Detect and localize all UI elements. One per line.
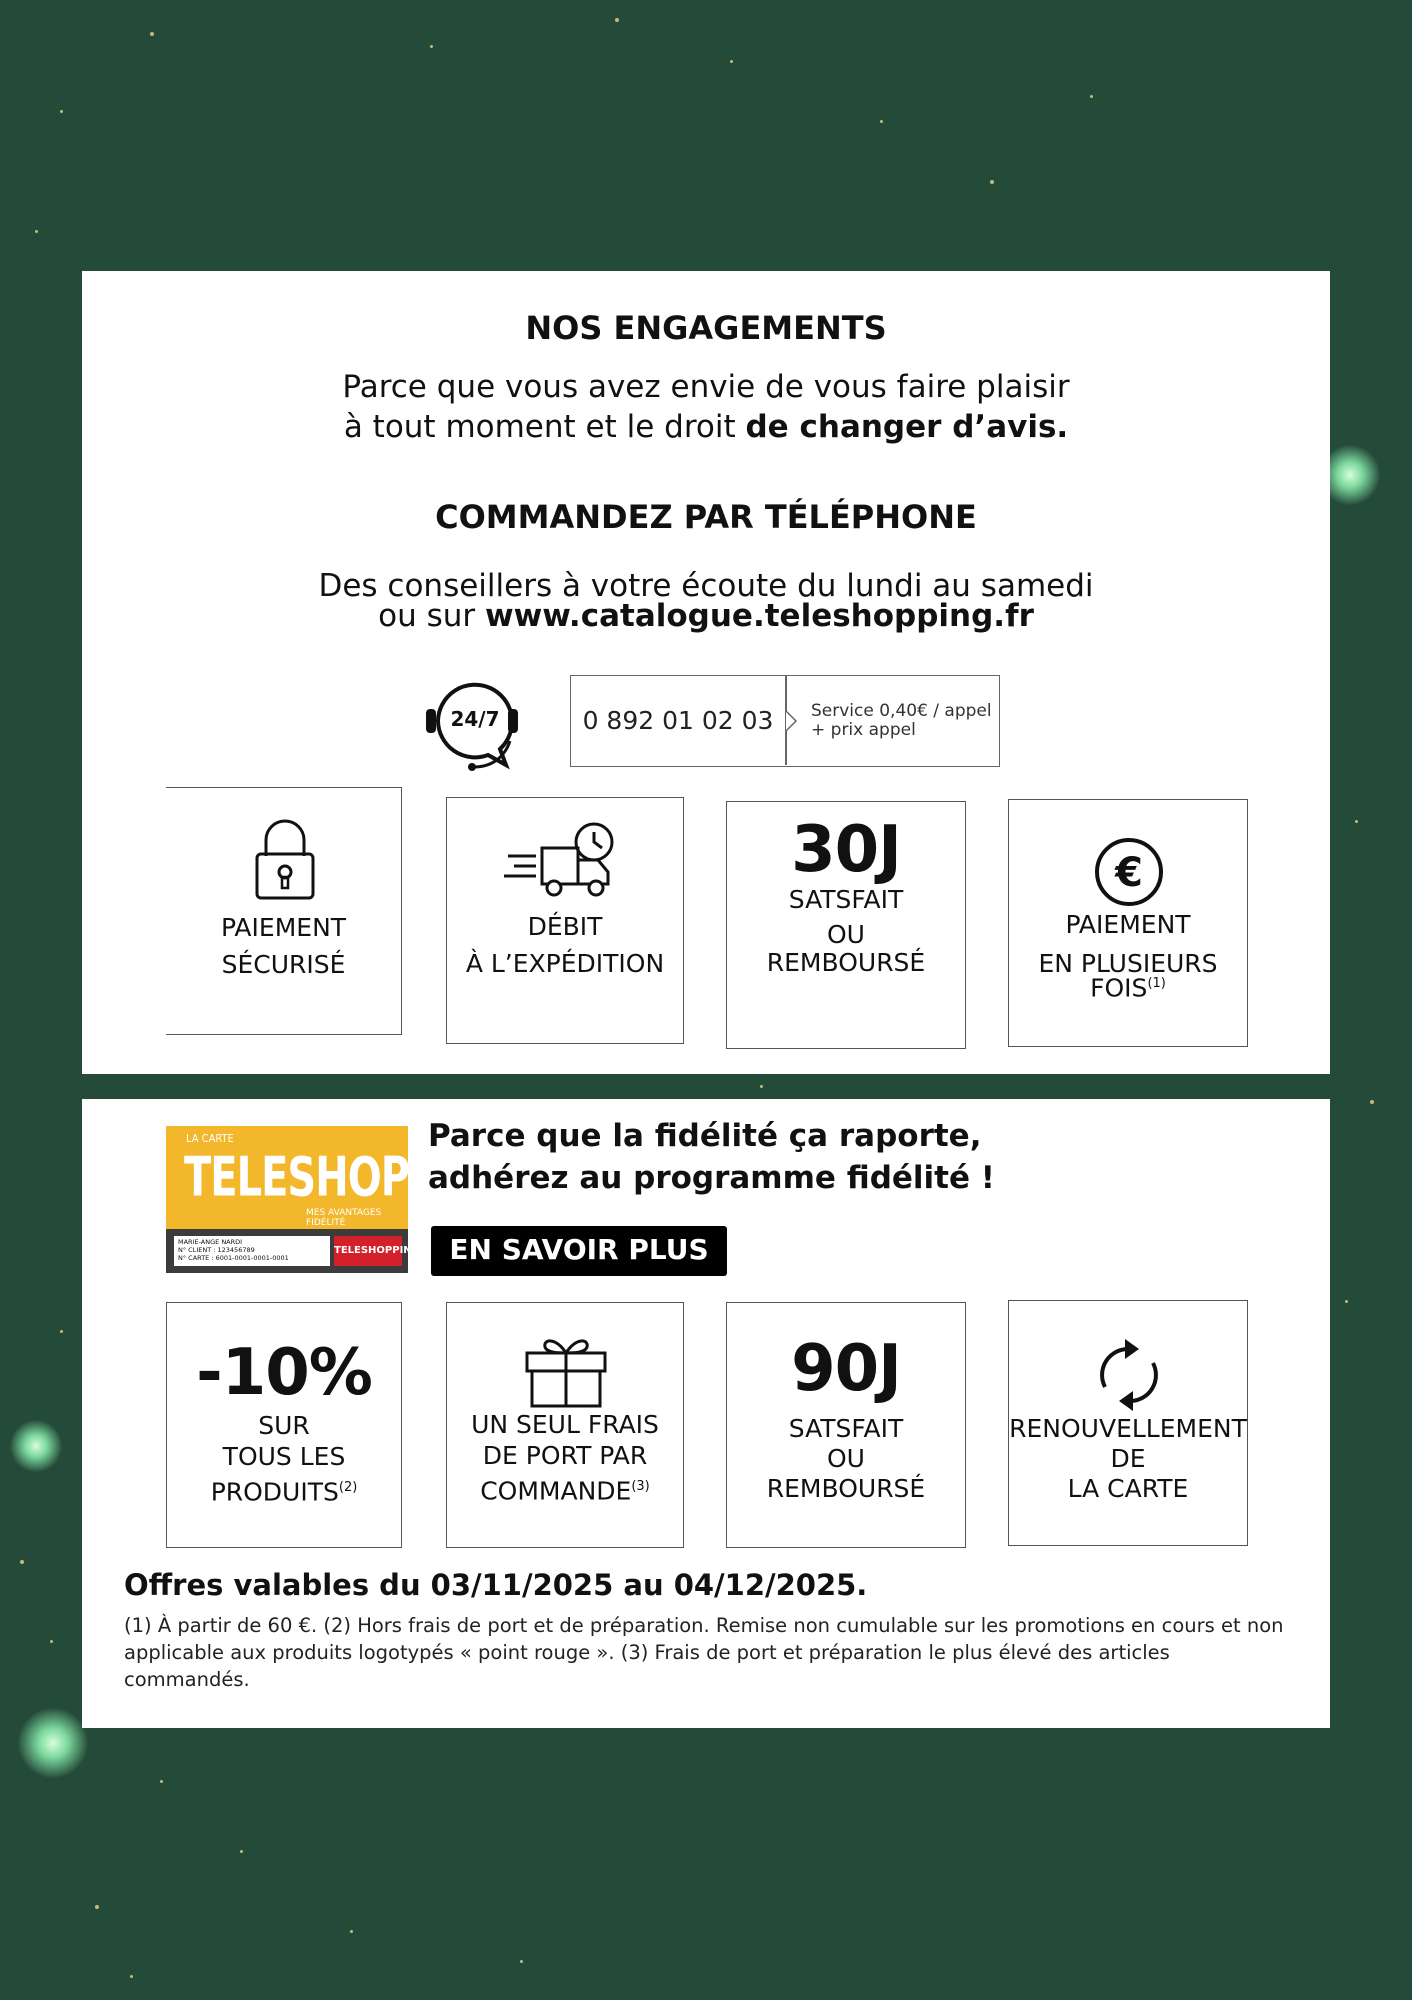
renewal-arrows-icon [1089, 1337, 1169, 1417]
badge-24-7: 24/7 [450, 707, 500, 731]
benefit-label-line-3 [447, 1471, 683, 1506]
benefit-label-line-3: REMBOURSÉ [766, 1474, 926, 1503]
phone-number[interactable]: 0 892 01 02 03 [582, 706, 774, 735]
benefit-label-line-1: SATSFAIT [788, 1414, 904, 1443]
benefit-label-line-1: RENOUVELLEMENT [1009, 1414, 1247, 1443]
benefit-90-days-satisfied [726, 1302, 966, 1548]
euro-icon [1093, 836, 1165, 912]
benefit-label-line-2: DE [1110, 1444, 1146, 1473]
validity-dates: Offres valables du 03/11/2025 au 04/12/2025. [124, 1568, 868, 1602]
chevron-right-icon [785, 710, 797, 736]
benefit-label-text: COMMANDE [480, 1476, 632, 1506]
feature-30-days-satisfied [726, 801, 966, 1049]
svg-text:€: € [1115, 850, 1143, 896]
feature-big-number: 30J [791, 813, 901, 887]
phone-order-text [82, 568, 1330, 634]
intro-line-2-bold: de changer d’avis. [745, 409, 1069, 445]
footnote-ref: (1) [1147, 976, 1166, 991]
benefit-single-shipping [446, 1302, 684, 1548]
commitments-panel [82, 271, 1330, 1074]
benefit-big-number: 90J [791, 1332, 901, 1406]
phone-order-line-2-prefix: ou sur [378, 598, 485, 634]
loyalty-headline-line-1: Parce que la fidélité ça raporte, [428, 1118, 982, 1154]
feature-label-line-1: DÉBIT [527, 912, 603, 941]
delivery-truck-icon [502, 820, 622, 904]
loyalty-card-image [166, 1126, 516, 1273]
feature-label-line-3: REMBOURSÉ [766, 948, 926, 977]
card-number: N° CARTE : 6001-0001-0001-0001 [178, 1254, 289, 1262]
gift-icon [523, 1333, 609, 1413]
card-small-label: LA CARTE [186, 1132, 234, 1145]
phone-order-line-1: Des conseillers à votre écoute du lundi au samedi [318, 568, 1094, 604]
learn-more-button[interactable]: EN SAVOIR PLUS [431, 1226, 727, 1276]
feature-label-text: FOIS [1090, 973, 1148, 1003]
commitments-intro [82, 367, 1330, 447]
card-tagline: MES AVANTAGES FIDÉLITÉ [306, 1208, 382, 1228]
feature-installment-payment [1008, 799, 1248, 1047]
service-line-1: Service 0,40€ / appel [811, 701, 992, 721]
lock-icon [254, 816, 316, 904]
footnote-ref: (3) [631, 1479, 650, 1494]
feature-label-line-1: PAIEMENT [220, 913, 347, 942]
feature-label-line-3 [1009, 968, 1247, 1003]
feature-label-line-1: SATSFAIT [788, 885, 904, 914]
benefit-label-line-2: DE PORT PAR [482, 1441, 648, 1470]
feature-label-line-2: SÉCURISÉ [221, 950, 346, 979]
feature-label-line-2: OU [827, 920, 865, 949]
benefit-card-renewal [1008, 1300, 1248, 1546]
benefit-label-line-1: SUR [258, 1411, 310, 1440]
service-line-2: + prix appel [811, 720, 916, 740]
headset-24-7-icon [420, 671, 530, 771]
card-red-logo: TELESHOPPING [334, 1236, 402, 1266]
phone-order-line-2 [82, 598, 1330, 634]
feature-secure-payment [166, 787, 402, 1035]
intro-line-1: Parce que vous avez envie de vous faire plaisir [342, 369, 1070, 405]
phone-box [570, 675, 1000, 767]
feature-label-line-2: EN PLUSIEURS [1038, 949, 1218, 978]
benefit-label-line-3 [167, 1472, 401, 1507]
footnote-ref: (2) [338, 1480, 358, 1495]
card-brand: TELESHOPPING [184, 1146, 516, 1209]
footnotes: (1) À partir de 60 €. (2) Hors frais de port et de préparation. Remise non cumulable sur les promotions en cours et non applicable aux produits logotypés « point rouge ». (3) Frais de port et préparation le plus élevé des articles commandés. [124, 1614, 1284, 1691]
feature-debit-on-shipping [446, 797, 684, 1044]
card-info [178, 1238, 289, 1262]
feature-label-line-2: À L’EXPÉDITION [465, 949, 665, 978]
benefit-big-number: -10% [196, 1336, 372, 1410]
website-link[interactable]: www.catalogue.teleshopping.fr [485, 598, 1034, 634]
loyalty-panel [82, 1099, 1330, 1728]
phone-order-title: COMMANDEZ PAR TÉLÉPHONE [435, 498, 977, 536]
benefit-label-line-2: TOUS LES [222, 1442, 346, 1471]
card-holder-name: MARIE-ANGE NARDI [178, 1238, 243, 1246]
benefit-discount [166, 1302, 402, 1548]
benefit-label-line-2: OU [827, 1444, 865, 1473]
commitments-title: NOS ENGAGEMENTS [525, 309, 887, 347]
card-client-number: N° CLIENT : 123456789 [178, 1246, 255, 1254]
benefit-label-text: PRODUITS [210, 1477, 339, 1507]
benefit-label-line-3: LA CARTE [1067, 1474, 1189, 1503]
feature-label-line-1: PAIEMENT [1065, 910, 1191, 939]
benefit-label-line-1: UN SEUL FRAIS [471, 1410, 659, 1439]
loyalty-headline [428, 1115, 995, 1199]
loyalty-headline-line-2: adhérez au programme fidélité ! [428, 1160, 995, 1196]
intro-line-2 [82, 407, 1330, 447]
intro-line-2-prefix: à tout moment et le droit [343, 409, 746, 445]
service-price [811, 702, 992, 740]
